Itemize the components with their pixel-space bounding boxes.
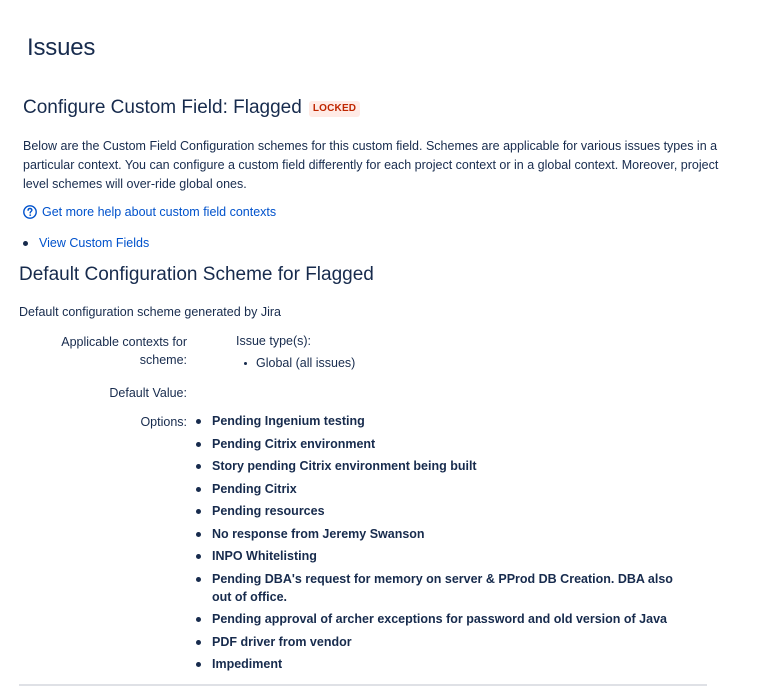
issue-type-item xyxy=(244,356,355,370)
option-item xyxy=(196,655,706,673)
list-bullet xyxy=(244,362,247,365)
option-item xyxy=(196,633,706,651)
option-item xyxy=(196,457,706,475)
default-value-label: Default Value: xyxy=(109,386,187,400)
list-bullet xyxy=(196,554,201,559)
options-list xyxy=(196,412,706,678)
list-bullet xyxy=(23,241,28,246)
option-text: Pending DBA's request for memory on server & PProd DB Creation. DBA also out of office. xyxy=(212,571,673,604)
list-bullet xyxy=(196,509,201,514)
option-item xyxy=(196,525,706,543)
list-bullet xyxy=(196,487,201,492)
option-text: PDF driver from vendor xyxy=(212,634,352,649)
applicable-contexts-label: Applicable contexts for scheme: xyxy=(61,335,187,367)
issue-types-list xyxy=(244,356,355,370)
option-text: Pending Citrix environment xyxy=(212,436,376,451)
list-bullet xyxy=(196,532,201,537)
custom-field-title-row xyxy=(23,97,360,119)
help-link-label: Get more help about custom field contexts xyxy=(42,205,277,219)
option-text: INPO Whitelisting xyxy=(212,549,317,563)
option-item xyxy=(196,480,706,498)
option-text: Pending Citrix xyxy=(212,481,297,496)
list-bullet xyxy=(196,442,201,447)
option-text: Story pending Citrix environment being built xyxy=(212,459,477,473)
issue-type-label: Global (all issues) xyxy=(256,356,356,370)
scheme-title: Default Configuration Scheme for Flagged xyxy=(19,264,374,285)
option-item xyxy=(196,412,706,430)
help-link-custom-field-contexts[interactable] xyxy=(23,205,276,219)
list-bullet xyxy=(196,577,201,582)
question-circle-icon xyxy=(23,205,37,219)
option-item xyxy=(196,610,706,628)
options-label: Options: xyxy=(140,415,187,429)
list-bullet xyxy=(196,617,201,622)
option-text: Pending Ingenium testing xyxy=(212,414,365,428)
section-divider xyxy=(19,684,707,686)
option-item xyxy=(196,547,706,565)
option-item xyxy=(196,570,706,606)
list-bullet xyxy=(196,662,201,667)
page-heading: Issues xyxy=(27,34,96,61)
issue-types-heading: Issue type(s): xyxy=(236,334,312,348)
custom-field-description: Below are the Custom Field Configuration schemes for this custom field. Schemes are applicable for various issues types in a particular context. You can configure a custom field differently for each project context or in a global context. Moreover, project level schemes will over-ride global ones. xyxy=(23,139,719,191)
list-bullet xyxy=(196,640,201,645)
list-bullet xyxy=(196,419,201,424)
option-item xyxy=(196,502,706,520)
view-custom-fields-link[interactable] xyxy=(23,236,149,250)
list-bullet xyxy=(196,464,201,469)
custom-field-nav-links xyxy=(23,236,149,250)
option-text: No response from Jeremy Swanson xyxy=(212,526,425,541)
locked-status-lozenge: LOCKED xyxy=(309,101,360,117)
option-text: Impediment xyxy=(212,657,283,671)
custom-field-title: Configure Custom Field: Flagged xyxy=(23,97,302,118)
scheme-description: Default configuration scheme generated by Jira xyxy=(19,305,281,319)
option-text: Pending resources xyxy=(212,504,325,518)
option-item xyxy=(196,435,706,453)
view-custom-fields-label: View Custom Fields xyxy=(39,236,150,250)
option-text: Pending approval of archer exceptions for password and old version of Java xyxy=(212,612,667,626)
